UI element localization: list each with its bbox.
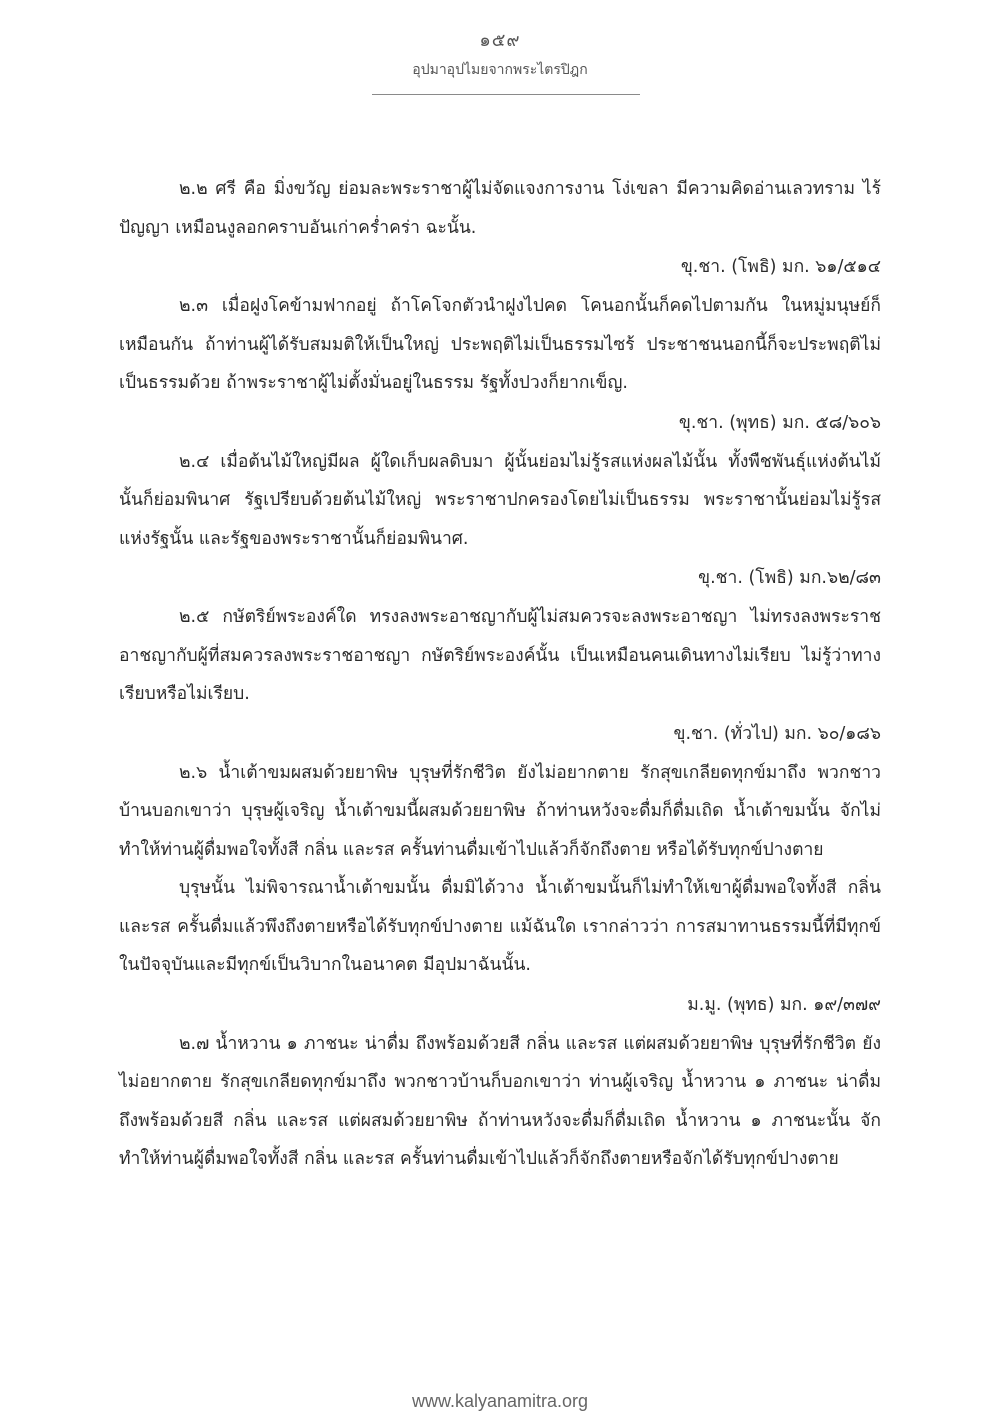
section-2-5-text: ๒.๕ กษัตริย์พระองค์ใด ทรงลงพระอาชญากับผู้ไม่สมควรจะลงพระอาชญา ไม่ทรงลงพระราชอาชญากับผู้ที่สมควรลงพระราชอาชญา กษัตริย์พระองค์นั้น เป็นเหมือนคนเดินทางไม่เรียบ ไม่รู้ว่าทางเรียบหรือไม่เรียบ. [119, 607, 881, 704]
page-number: ๑๕๙ [479, 30, 521, 51]
section-2-6-paragraph-2: บุรุษนั้น ไม่พิจารณาน้ำเต้าขมนั้น ดื่มมิได้วาง น้ำเต้าขมนั้นก็ไม่ทำให้เขาผู้ดื่มพอใจทั้งสี กลิ่น และรส ครั้นดื่มแล้วพึงถึงตายหรือได้รับทุกข์ปางตาย แม้ฉันใด เรากล่าวว่า การสมาทานธรรมนี้ที่มีทุกข์ในปัจจุบันและมีทุกข์เป็นวิบากในอนาคต มีอุปมาฉันนั้น. [119, 878, 881, 975]
section-2-3-text: ๒.๓ เมื่อฝูงโคข้ามฟากอยู่ ถ้าโคโจกตัวนำฝูงไปคด โคนอกนั้นก็คดไปตามกัน ในหมู่มนุษย์ก็เหมือนกัน ถ้าท่านผู้ได้รับสมมติให้เป็นใหญ่ ประพฤติไม่เป็นธรรมไซร้ ประชาชนนอกนี้ก็จะประพฤติไม่เป็นธรรมด้วย ถ้าพระราชาผู้ไม่ตั้งมั่นอยู่ในธรรม รัฐทั้งปวงก็ยากเข็ญ. [119, 296, 881, 393]
section-2-6-reference: ม.มู. (พุทธ) มก. ๑๙/๓๗๙ [687, 994, 881, 1015]
book-title: อุปมาอุปไมยจากพระไตรปิฎก [412, 62, 588, 78]
section-2-4-reference: ขุ.ชา. (โพธิ) มก.๖๒/๘๓ [698, 568, 881, 588]
page-content [119, 170, 881, 1179]
section-2-2-text: ๒.๒ ศรี คือ มิ่งขวัญ ย่อมละพระราชาผู้ไม่จัดแจงการงาน โง่เขลา มีความคิดอ่านเลวทราม ไร้ปัญญา เหมือนงูลอกคราบอันเก่าคร่ำคร่า ฉะนั้น. [119, 179, 881, 238]
section-2-3-reference: ขุ.ชา. (พุทธ) มก. ๕๘/๖๐๖ [678, 412, 881, 433]
section-2-2-reference: ขุ.ชา. (โพธิ) มก. ๖๑/๕๑๔ [680, 257, 881, 277]
section-2-4-text: ๒.๔ เมื่อต้นไม้ใหญ่มีผล ผู้ใดเก็บผลดิบมา ผู้นั้นย่อมไม่รู้รสแห่งผลไม้นั้น ทั้งพืชพันธุ์แห่งต้นไม้นั้นก็ย่อมพินาศ รัฐเปรียบด้วยต้นไม้ใหญ่ พระราชาปกครองโดยไม่เป็นธรรม พระราชานั้นย่อมไม่รู้รสแห่งรัฐนั้น และรัฐของพระราชานั้นก็ย่อมพินาศ. [119, 451, 881, 549]
page-header [0, 30, 1000, 80]
section-2-5-reference: ขุ.ชา. (ทั่วไป) มก. ๖๐/๑๘๖ [673, 723, 881, 744]
footer-url: www.kalyanamitra.org [411, 1391, 589, 1411]
header-divider [372, 94, 640, 95]
section-2-7-text: ๒.๗ น้ำหวาน ๑ ภาชนะ น่าดื่ม ถึงพร้อมด้วยสี กลิ่น และรส แต่ผสมด้วยยาพิษ บุรุษที่รักชีวิต ยังไม่อยากตาย รักสุขเกลียดทุกข์มาถึง พวกชาวบ้านก็บอกเขาว่า ท่านผู้เจริญ น้ำหวาน ๑ ภาชนะ น่าดื่ม ถึงพร้อมด้วยสี กลิ่น และรส แต่ผสมด้วยยาพิษ ถ้าท่านหวังจะดื่มก็ดื่มเถิด น้ำหวาน ๑ ภาชนะนั้น จักทำให้ท่านผู้ดื่มพอใจทั้งสี กลิ่น และรส ครั้นท่านดื่มเข้าไปแล้วก็จักถึงตายหรือจักได้รับทุกข์ปางตาย [119, 1033, 881, 1169]
section-2-6-paragraph-1: ๒.๖ น้ำเต้าขมผสมด้วยยาพิษ บุรุษที่รักชีวิต ยังไม่อยากตาย รักสุขเกลียดทุกข์มาถึง พวกชาวบ้านบอกเขาว่า บุรุษผู้เจริญ น้ำเต้าขมนี้ผสมด้วยยาพิษ ถ้าท่านหวังจะดื่มก็ดื่มเถิด น้ำเต้าขมนั้น จักไม่ทำให้ท่านผู้ดื่มพอใจทั้งสี กลิ่น และรส ครั้นท่านดื่มเข้าไปแล้วก็จักถึงตาย หรือได้รับทุกข์ปางตาย [119, 762, 881, 860]
